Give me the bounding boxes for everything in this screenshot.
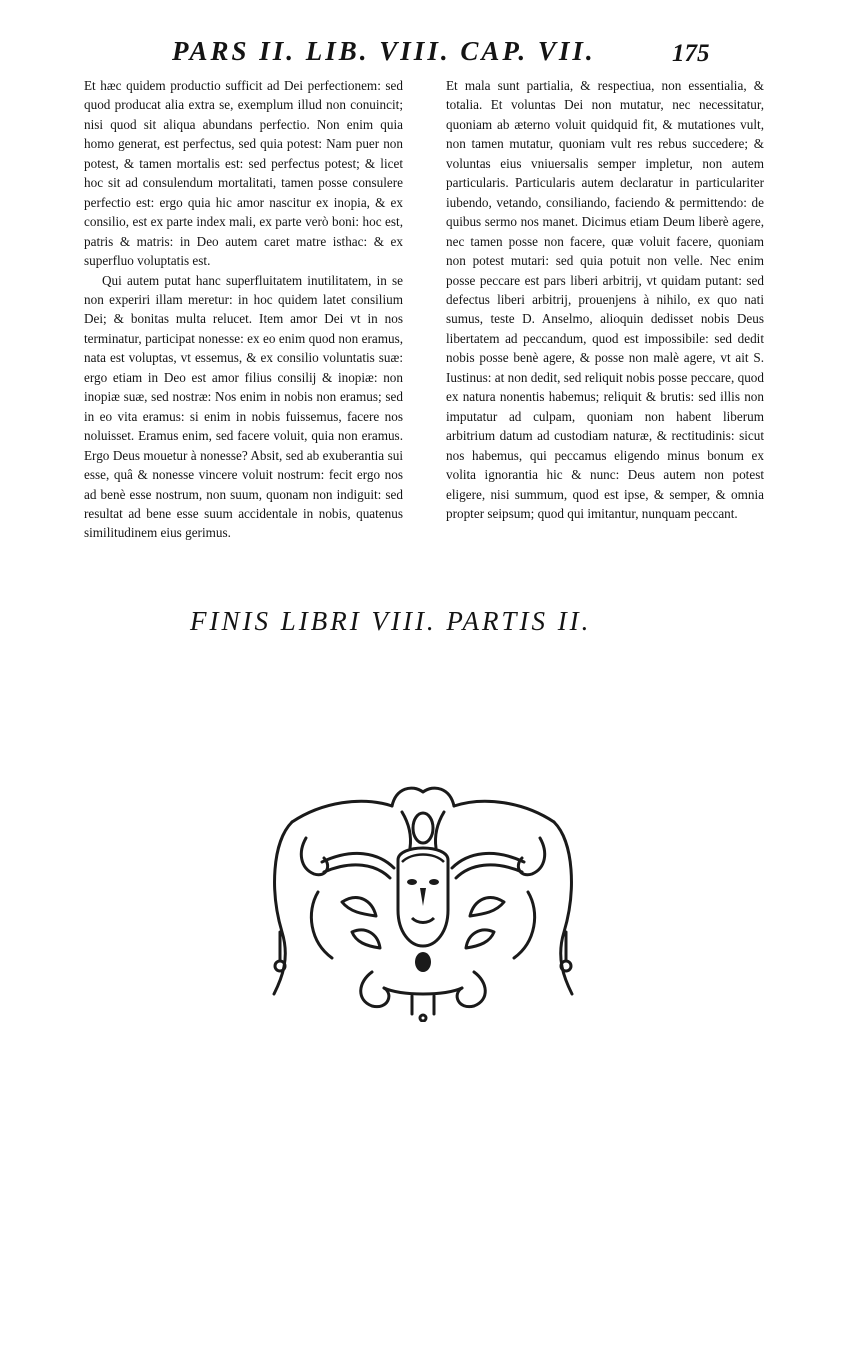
left-paragraph-2: Qui autem putat hanc superfluitatem inutilitatem, in se non experiri illam meretur: in hoc quidem latet consilium Dei; & bonitas multa relucet. Item amor Dei vt in nos terminatur, participat nonesse: ex eo enim quod non eramus, nata est voluptas, vt essemus, & ex consilio voluntatis suæ: ergo etiam in Deo est amor filius consilij & inopiæ: non inopiæ suæ, sed nostræ: Nos enim in nobis non eramus; sed in eo vita eramus: si enim in nobis fuissemus, facere nos noluisset. Eramus enim, sed facere voluit, quia non eramus. Ergo Deus mouetur à nonesse? Absit, sed ab exuberantia sui esse, quâ & nonesse vincere voluit nostrum: fecit ergo nos ad benè esse nostrum, non suum, quonam non indiguit: sed resultat ad bene esse suum accidentale in nobis, quatenus similitudinem eius gerimus. [84,272,403,541]
left-paragraph-1: Et hæc quidem productio sufficit ad Dei perfectionem: sed quod producat alia extra se, exemplum illud non conuincit; nisi quod sit aliqua abundans perfectio. Non enim quia homo generat, est perfectus, sed quia potest: Nam puer non potest, & tamen mortalis est: sed perfectus potest; & licet hoc sit ad consulendum mortalitati, tamen posse consulere perfectio est: ergo quia hic amor nascitur ex inopia, & ex consilio, est ex parte index mali, ex parte verò boni: hoc est, patris & matris: in Deo autem caret matre isthac: & ex superfluo voluptatis est. [84,78,403,269]
grotesque-mask-ornament-icon [262,782,584,1022]
right-column [446,76,764,523]
colophon-title: FINIS LIBRI VIII. PARTIS II. [190,606,592,636]
right-paragraph-1: Et mala sunt partialia, & respectiua, non essentialia, & totalia. Et voluntas Dei non mutatur, nec necessitatur, quoniam ab æterno voluit quidquid fit, & mutationes vult, non tamen mutatur, quoniam vult res rebus succedere; & voluntas eius vniuersalis semper impletur, non autem particularis. Particularis autem declaratur in particulariter iubendo, vetando, consiliando, faciendo & permittendo: de quibus sermo nos manet. Dicimus etiam Deum liberè agere, nec tamen posse non facere, quæ voluit facere, quoniam non potest mutari: sed quia potuit non velle. Nec enim posse peccare est pars liberi arbitrij, vt quidam putant: sed defectus liberi arbitrij, prouenjens à nihilo, ex quo nati sumus, teste D. Anselmo, alioquin dedisset nobis Deus libertatem ad peccandum, quod est impossibile: sed dedit nobis posse benè agere, & posse non malè agere, vt ait S. Iustinus: at non dedit, sed reliquit nobis posse peccare, quod ex natura nonentis habemus; reliquit & brutis: sed illis non imputatur ad culpam, quoniam non habent liberum arbitrium datum ad custodiam naturæ, & rectitudinis: sicut nos habemus, qui peccamus eligendo minus bonum ex volita ignorantia hic & nunc: Deus autem non potest eligere, nisi summum, quod est ipse, & semper, & omnia propter seipsum; quod qui imitantur, nunquam peccant. [446,78,764,521]
page-number: 175 [672,40,710,67]
left-column [84,76,403,543]
running-title: PARS II. LIB. VIII. CAP. VII. [172,36,596,66]
